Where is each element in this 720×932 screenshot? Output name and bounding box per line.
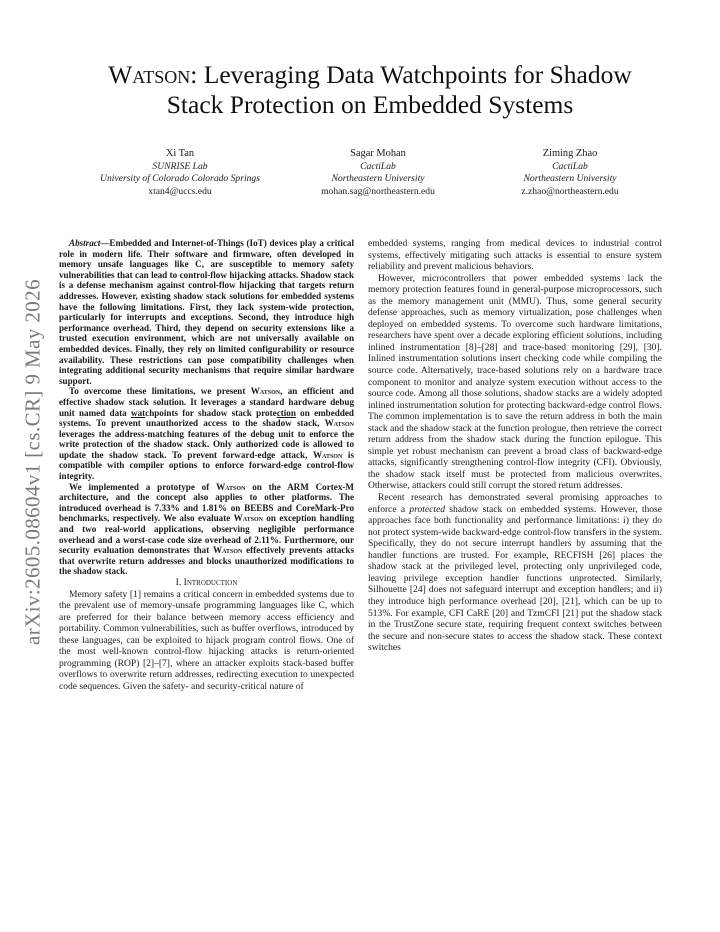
- author-lab: CactiLab: [360, 160, 396, 172]
- intro-paragraph-continued: embedded systems, ranging from medical devices to industrial control systems, effectively mitigating such attacks is essential to ensure system reliability and prevent malicious behaviors.: [368, 238, 662, 273]
- paper-title: [60, 60, 680, 120]
- author-email: xtan4@uccs.edu: [148, 185, 212, 197]
- abstract-paragraph-2: To overcome these limitations, we present Watson, an efficient and effective shadow stack solution. It leverages a standard hardware debug unit named data watchpoints for shadow stack protection on embedded systems. To prevent unauthorized access to the shadow stack, Watson leverages the address-matching features of the debug unit to enforce the write protection of the shadow stack. Only authorized code is allowed to update the shadow stack. To prevent forward-edge attack, Watson is compatible with compiler options to enforce forward-edge control-flow integrity.: [59, 386, 355, 482]
- arxiv-sidebar-identifier: [18, 262, 48, 662]
- author-email: z.zhao@northeastern.edu: [521, 185, 619, 197]
- author-name: Ziming Zhao: [542, 148, 598, 159]
- author-lab: SUNRISE Lab: [152, 160, 208, 172]
- author-affiliation: Northeastern University: [331, 173, 425, 185]
- author-1: [70, 148, 290, 198]
- abstract-paragraph-3: We implemented a prototype of Watson on the ARM Cortex-M architecture, and the concept also applies to other platforms. The introduced overhead is 7.33% and 1.81% on BEEBS and CoreMark-Pro benchmarks, respectively. We also evaluate Watson on exception handling and two real-world applications, observing negligible performance overhead and a worst-case code size overhead of 2.11%. Furthermore, our security evaluation demonstrates that Watson effectively prevents attacks that overwrite return addresses and blocks unauthorized modifications to the shadow stack.: [59, 481, 354, 577]
- arxiv-id-text: arXiv:2605.08604v1 [cs.CR] 9 May 2026: [20, 279, 45, 645]
- author-name: Xi Tan: [165, 148, 195, 159]
- abstract-label: Abstract: [69, 238, 101, 248]
- author-lab: CactiLab: [552, 160, 588, 172]
- author-name: Sagar Mohan: [350, 148, 406, 159]
- author-2: [288, 148, 468, 198]
- author-email: mohan.sag@northeastern.edu: [321, 185, 435, 197]
- abstract: [59, 238, 354, 577]
- title-line1-rest: : Leveraging Data Watchpoints for Shadow: [190, 60, 632, 89]
- right-column: [368, 238, 662, 654]
- author-affiliation: Northeastern University: [523, 173, 617, 185]
- abstract-paragraph-1: Abstract—Embedded and Internet-of-Things (IoT) devices play a critical role in modern life. Their software and firmware, often developed in memory unsafe languages like C, are susceptible to memory safety vulnerabilities that can lead to control-flow hijacking attacks. Shadow stack is a defense mechanism against control-flow hijacking that targets return addresses. However, existing shadow stack solutions for embedded systems have the following limitations. First, they lack system-wide protection, particularly for interrupts and exceptions. Second, they introduce high performance overhead. Third, they depend on security extensions like a trusted execution environment, which are not universally available on embedded devices. Finally, they rely on limited configurability or resource availability. These restrictions can pose compatibility challenges when integrating additional security mechanisms that require similar hardware support.: [59, 238, 354, 386]
- title-line2: Stack Protection on Embedded Systems: [166, 90, 574, 119]
- left-column: [59, 238, 354, 692]
- author-3: [480, 148, 660, 198]
- title-system-name: Watson: [108, 60, 191, 89]
- intro-paragraph-2: However, microcontrollers that power embedded systems lack the memory protection features found in general-purpose microprocessors, such as the memory management unit (MMU). Thus, some general security defense approaches, such as memory virtualization, pose challenges when deployed on embedded systems. To overcome such hardware limitations, researchers have spent over a decade exploring efficient solutions, including inlined instrumentation [8]–[28] and trace-based monitoring [29], [30]. Inlined instrumentation solutions insert checking code while compiling the source code. Alternatively, trace-based solutions rely on a hardware trace component to monitor and analyze system execution without access to the source code. Among all those solutions, shadow stacks are a widely adopted inlined instrumentation solution for protecting backward-edge control flows. The common implementation is to save the return address in both the main stack and the shadow stack at the function prologue, then retrieve the correct return address from the shadow stack during the function epilogue. This simple yet robust mechanism can prevent a broad class of backward-edge attacks, significantly strengthening control-flow integrity (CFI). Obviously, the shadow stack itself must be protected from malicious overwrites. Otherwise, attackers could still corrupt the stored return addresses.: [368, 272, 662, 492]
- section-heading-introduction: I. Introduction: [175, 577, 238, 588]
- intro-paragraph-3: Recent research has demonstrated several promising approaches to enforce a protected shadow stack on embedded systems. However, those approaches face both functionality and performance limitations: i) they do not protect system-wide backward-edge control-flow transfers in the system. Specifically, they do not secure interrupt handlers by assuming that the handler functions are trusted. For example, RECFISH [26] places the shadow stack at the privileged level, protecting only unprivileged code, leaving privilege exception handler functions unprotected. Similarly, Silhouette [24] does not safeguard interrupt and exception handlers; and ii) they introduce high performance overhead [20], [21], which can be up to 513%. For example, CFI CaRE [20] and TzmCFI [21] put the shadow stack in the TrustZone secure state, requiring frequent context switches between the secure and non-secure states to access the shadow stack. These context switches: [368, 492, 662, 654]
- intro-paragraph-1: Memory safety [1] remains a critical concern in embedded systems due to the prevalent use of memory-unsafe programming languages like C, which are preferred for their balance between memory access efficiency and portability. Common vulnerabilities, such as buffer overflows, introduced by these languages, can be exploited to hijack program control flows. One of the most well-known control-flow hijacking attacks is return-oriented programming (ROP) [2]–[7], where an attacker exploits stack-based buffer overflows to overwrite return addresses, redirecting execution to unexpected code sequences. Given the safety- and security-critical nature of: [59, 588, 354, 692]
- author-affiliation: University of Colorado Colorado Springs: [100, 173, 260, 185]
